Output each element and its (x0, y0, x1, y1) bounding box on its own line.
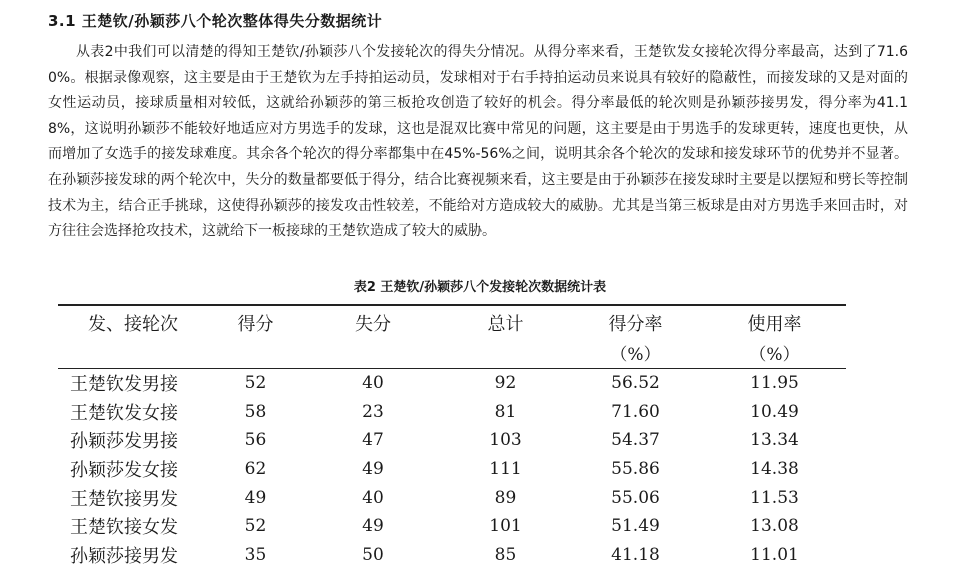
col-header-total: 总计 (487, 314, 524, 335)
table-caption: 表2 王楚钦/孙颖莎八个发接轮次数据统计表 (353, 280, 607, 295)
cell-points-lost: 49 (362, 516, 384, 537)
cell-round: 孙颖莎发男接 (70, 431, 178, 453)
col-header-points-lost: 失分 (355, 314, 391, 335)
col-unit-points-lost (303, 340, 443, 368)
cell-total: 85 (494, 544, 517, 565)
col-header-usage-rate: 使用率 (747, 314, 802, 335)
cell-points-won: 52 (244, 373, 267, 394)
table-row (58, 426, 846, 455)
cell-points-lost: 47 (362, 430, 384, 451)
cell-win-rate: 71.60 (611, 401, 660, 422)
col-unit-win-rate: （%） (610, 345, 661, 365)
cell-usage-rate: 13.08 (750, 516, 799, 537)
stats-table (58, 306, 846, 368)
cell-win-rate: 54.37 (611, 430, 660, 451)
cell-total: 111 (489, 459, 522, 480)
cell-usage-rate: 10.49 (750, 401, 799, 422)
cell-round: 孙颖莎接男发 (70, 545, 178, 567)
cell-points-won: 35 (244, 544, 267, 565)
cell-points-lost: 40 (362, 373, 384, 394)
table-row (58, 512, 846, 541)
cell-points-lost: 49 (362, 459, 384, 480)
cell-points-lost: 23 (362, 401, 384, 422)
cell-points-won: 56 (244, 430, 267, 451)
cell-win-rate: 41.18 (611, 544, 660, 565)
cell-win-rate: 51.49 (611, 516, 660, 537)
cell-usage-rate: 13.34 (750, 430, 799, 451)
body-paragraph: 从表2中我们可以清楚的得知王楚钦/孙颖莎八个发接轮次的得失分情况。从得分率来看，王楚钦发女接轮次得分率最高，达到了71.60%。根据录像观察，这主要是由于王楚钦为左手持拍运动员，发球相对于右手持拍运动员来说具有较好的隐蔽性，而接发球的又是对面的女性运动员，接球质量相对较低，这就给孙颖莎的第三板抢攻创造了较好的机会。得分率最低的轮次则是孙颖莎接男发，得分率为41.18%，这说明孙颖莎不能较好地适应对方男选手的发球，这也是混双比赛中常见的问题，这主要是由于男选手的发球更转，速度也更快，从而增加了女选手的接发球难度。其余各个轮次的得分率都集中在45%-56%之间，说明其余各个轮次的发球和接发球环节的优势并不显著。在孙颖莎接发球的两个轮次中，失分的数量都要低于得分，结合比赛视频来看，这主要是由于孙颖莎在接发球时主要是以摆短和劈长等控制技术为主，结合正手挑球，这使得孙颖莎的接发攻击性较差，不能给对方造成较大的威胁。尤其是当第三板球是由对方男选手来回击时，对方往往会选择抢攻技术，这就给下一板接球的王楚钦造成了较大的威胁。 (48, 44, 908, 240)
col-unit-round (58, 340, 208, 368)
cell-points-lost: 50 (362, 544, 384, 565)
col-header-win-rate: 得分率 (608, 314, 663, 335)
cell-round: 王楚钦发男接 (70, 374, 178, 396)
table-row (58, 541, 846, 569)
col-header-points-won: 得分 (237, 314, 274, 335)
cell-round: 孙颖莎发女接 (70, 460, 178, 482)
stats-table-container (58, 304, 846, 569)
cell-round: 王楚钦接女发 (70, 517, 178, 539)
cell-win-rate: 56.52 (611, 373, 660, 394)
cell-total: 103 (489, 430, 522, 451)
stats-table-body (58, 369, 846, 569)
cell-total: 81 (494, 401, 517, 422)
cell-points-won: 62 (244, 459, 267, 480)
col-unit-usage-rate: （%） (749, 345, 800, 365)
table-row (58, 483, 846, 512)
cell-usage-rate: 11.01 (750, 544, 799, 565)
col-unit-points-won (208, 340, 303, 368)
col-header-round: 发、接轮次 (88, 314, 178, 335)
section-title: 3.1 王楚钦/孙颖莎八个轮次整体得失分数据统计 (48, 12, 383, 30)
table-row (58, 369, 846, 398)
cell-win-rate: 55.06 (611, 487, 660, 508)
cell-round: 王楚钦发女接 (70, 402, 178, 424)
cell-total: 92 (494, 373, 517, 394)
cell-points-won: 52 (244, 516, 267, 537)
table-header (58, 306, 846, 368)
cell-points-lost: 40 (362, 487, 384, 508)
cell-total: 101 (489, 516, 522, 537)
cell-points-won: 58 (244, 401, 267, 422)
table-row (58, 455, 846, 484)
cell-usage-rate: 14.38 (750, 459, 799, 480)
cell-round: 王楚钦接男发 (70, 488, 178, 510)
cell-win-rate: 55.86 (611, 459, 660, 480)
cell-points-won: 49 (244, 487, 267, 508)
cell-usage-rate: 11.53 (750, 487, 799, 508)
col-unit-total (443, 340, 568, 368)
table-row (58, 398, 846, 427)
cell-usage-rate: 11.95 (750, 373, 799, 394)
cell-total: 89 (494, 487, 517, 508)
